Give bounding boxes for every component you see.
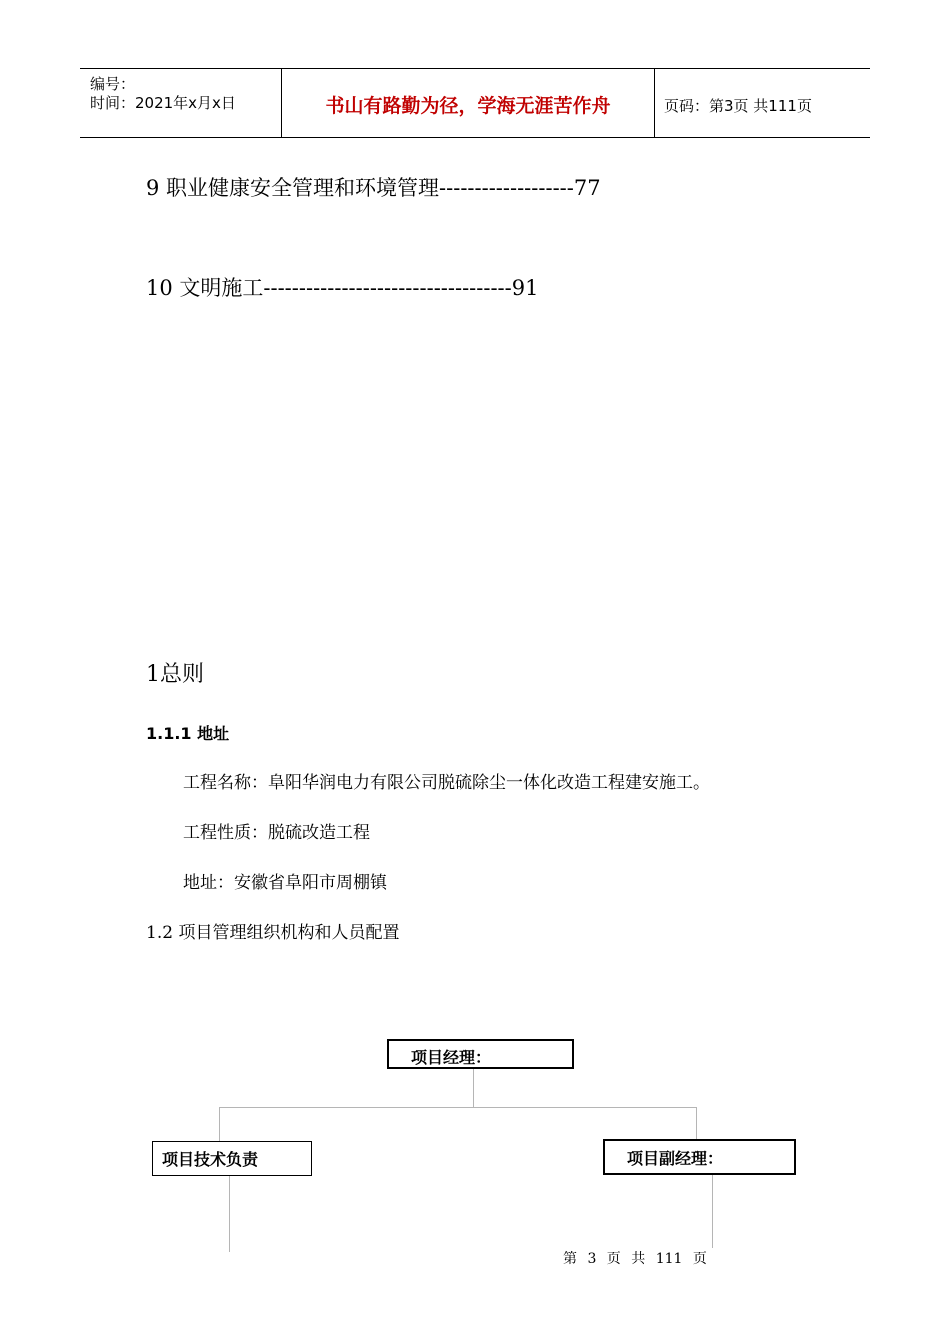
subsection-heading-2: 1.2 项目管理组织机构和人员配置 [146,923,400,943]
project-name-line: 工程名称：阜阳华润电力有限公司脱硫除尘一体化改造工程建安施工。 [183,773,710,793]
org-connector [219,1107,220,1141]
toc-entry-10[interactable]: 10 文明施工-----------------------------------91 [146,276,539,300]
org-box-label: 项目副经理： [627,1149,724,1168]
org-box-label: 项目经理： [411,1048,492,1067]
page-footer: 第 3 页 共 111 页 [563,1251,707,1267]
org-box-technical-lead [152,1141,312,1176]
header-motto: 书山有路勤为径，学海无涯苦作舟 [325,95,611,117]
subsection-heading: 1.1.1 地址 [146,724,230,743]
org-box-deputy-manager [603,1139,796,1175]
page-header [80,68,870,138]
toc-entry-9[interactable]: 9 职业健康安全管理和环境管理-------------------77 [146,176,601,200]
header-meta [90,75,236,113]
project-nature-line: 工程性质：脱硫改造工程 [183,823,370,843]
org-connector [696,1107,697,1139]
header-divider [654,69,655,137]
section-heading: 1总则 [146,662,204,687]
document-number: 编号： [90,75,136,93]
org-box-project-manager [387,1039,574,1069]
org-connector [712,1175,713,1248]
org-box-label: 项目技术负责 [162,1150,259,1169]
org-connector [229,1176,230,1252]
header-page-number: 页码：第3页 共111页 [664,97,812,115]
org-connector [219,1107,697,1108]
document-time: 时间：2021年x月x日 [90,94,236,112]
project-address-line: 地址：安徽省阜阳市周棚镇 [183,873,387,893]
org-connector [473,1069,474,1107]
